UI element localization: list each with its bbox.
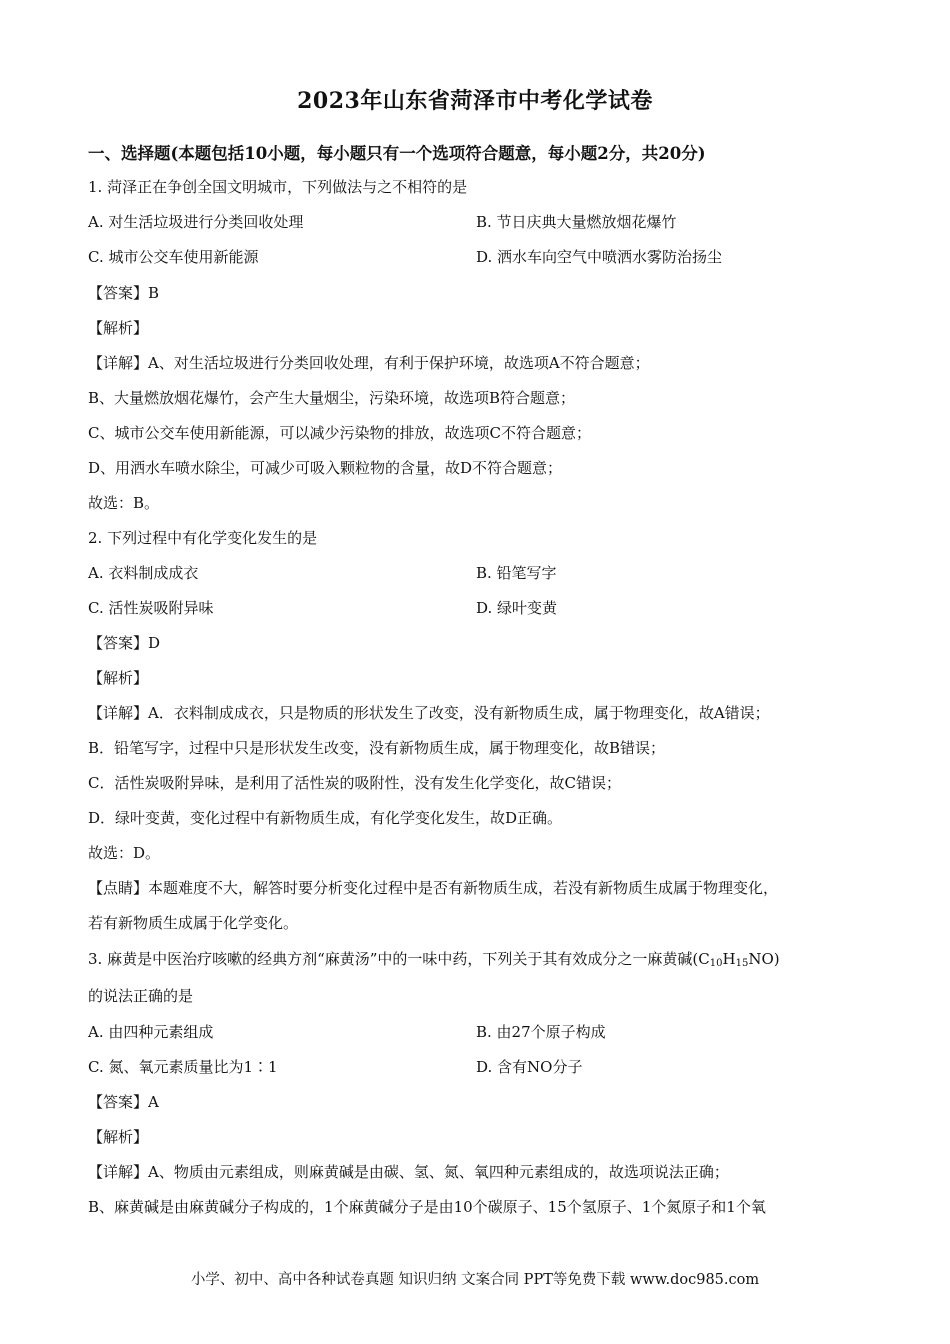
q1-option-d: D. 洒水车向空气中喷洒水雾防治扬尘 — [476, 248, 723, 266]
q3-formula-h: H — [722, 950, 736, 968]
q1-option-a: A. 对生活垃圾进行分类回收处理 — [88, 213, 304, 231]
q1-detail-line: D、用洒水车喷水除尘，可减少可吸入颗粒物的含量，故D不符合题意； — [88, 459, 563, 477]
q2-tip-line: 【点睛】本题难度不大，解答时要分析变化过程中是否有新物质生成，若没有新物质生成属于物理变化， — [88, 879, 779, 897]
q1-detail-line: B、大量燃放烟花爆竹，会产生大量烟尘，污染环境，故选项B符合题意； — [88, 389, 576, 407]
q2-detail-line: 【详解】A．衣料制成成衣，只是物质的形状发生了改变，没有新物质生成，属于物理变化，故A错误； — [88, 704, 770, 722]
q3-stem-text: 3. 麻黄是中医治疗咳嗽的经典方剂“麻黄汤”中的一味中药，下列关于其有效成分之一麻黄碱(C — [88, 950, 710, 968]
question-3-stem-cont: 的说法正确的是 — [88, 987, 194, 1005]
q3-option-b: B. 由27个原子构成 — [476, 1023, 606, 1041]
q3-option-a: A. 由四种元素组成 — [88, 1023, 214, 1041]
page-title: 2023年山东省菏泽市中考化学试卷 — [297, 88, 653, 114]
page-footer: 小学、初中、高中各种试卷真题 知识归纳 文案合同 PPT等免费下载 www.doc985.com — [190, 1272, 760, 1288]
q2-option-b: B. 铅笔写字 — [476, 564, 557, 582]
q3-answer: 【答案】A — [88, 1093, 159, 1111]
q2-option-c: C. 活性炭吸附异味 — [88, 599, 214, 617]
q3-detail-line: B、麻黄碱是由麻黄碱分子构成的，1个麻黄碱分子是由10个碳原子、15个氢原子、1个氮原子和1个氧 — [88, 1198, 766, 1216]
q2-detail-line: B．铅笔写字，过程中只是形状发生改变，没有新物质生成，属于物理变化，故B错误； — [88, 739, 666, 757]
q1-option-b: B. 节日庆典大量燃放烟花爆竹 — [476, 213, 677, 231]
q3-subscript-carbon: 10 — [709, 958, 723, 969]
q1-detail-line: 【详解】A、对生活垃圾进行分类回收处理，有利于保护环境，故选项A不符合题意； — [88, 354, 650, 372]
q3-formula-end: NO) — [748, 950, 780, 968]
q2-conclusion: 故选：D。 — [88, 844, 161, 862]
q3-detail-line: 【详解】A、物质由元素组成，则麻黄碱是由碳、氢、氮、氧四种元素组成的，故选项说法正确； — [88, 1163, 729, 1181]
question-3-stem — [88, 949, 780, 969]
q1-option-c: C. 城市公交车使用新能源 — [88, 248, 259, 266]
q3-option-c: C. 氮、氧元素质量比为1∶1 — [88, 1058, 278, 1076]
question-1-stem: 1. 菏泽正在争创全国文明城市，下列做法与之不相符的是 — [88, 178, 468, 196]
section-heading: 一、选择题(本题包括10小题，每小题只有一个选项符合题意，每小题2分，共20分) — [88, 144, 706, 163]
q2-option-a: A. 衣料制成成衣 — [88, 564, 199, 582]
q3-analysis-label: 【解析】 — [88, 1128, 149, 1146]
q2-analysis-label: 【解析】 — [88, 669, 149, 687]
q3-option-d: D. 含有NO分子 — [476, 1058, 583, 1076]
q2-option-d: D. 绿叶变黄 — [476, 599, 558, 617]
q2-detail-line: C．活性炭吸附异味，是利用了活性炭的吸附性，没有发生化学变化，故C错误； — [88, 774, 621, 792]
q1-conclusion: 故选：B。 — [88, 494, 160, 512]
q1-detail-line: C、城市公交车使用新能源，可以减少污染物的排放，故选项C不符合题意； — [88, 424, 591, 442]
q1-analysis-label: 【解析】 — [88, 319, 149, 337]
question-2-stem: 2. 下列过程中有化学变化发生的是 — [88, 529, 318, 547]
q2-detail-line: D．绿叶变黄，变化过程中有新物质生成，有化学变化发生，故D正确。 — [88, 809, 563, 827]
q2-tip-line: 若有新物质生成属于化学变化。 — [88, 914, 299, 932]
q2-answer: 【答案】D — [88, 634, 161, 652]
q1-answer: 【答案】B — [88, 284, 160, 302]
q3-subscript-hydrogen: 15 — [735, 958, 749, 969]
